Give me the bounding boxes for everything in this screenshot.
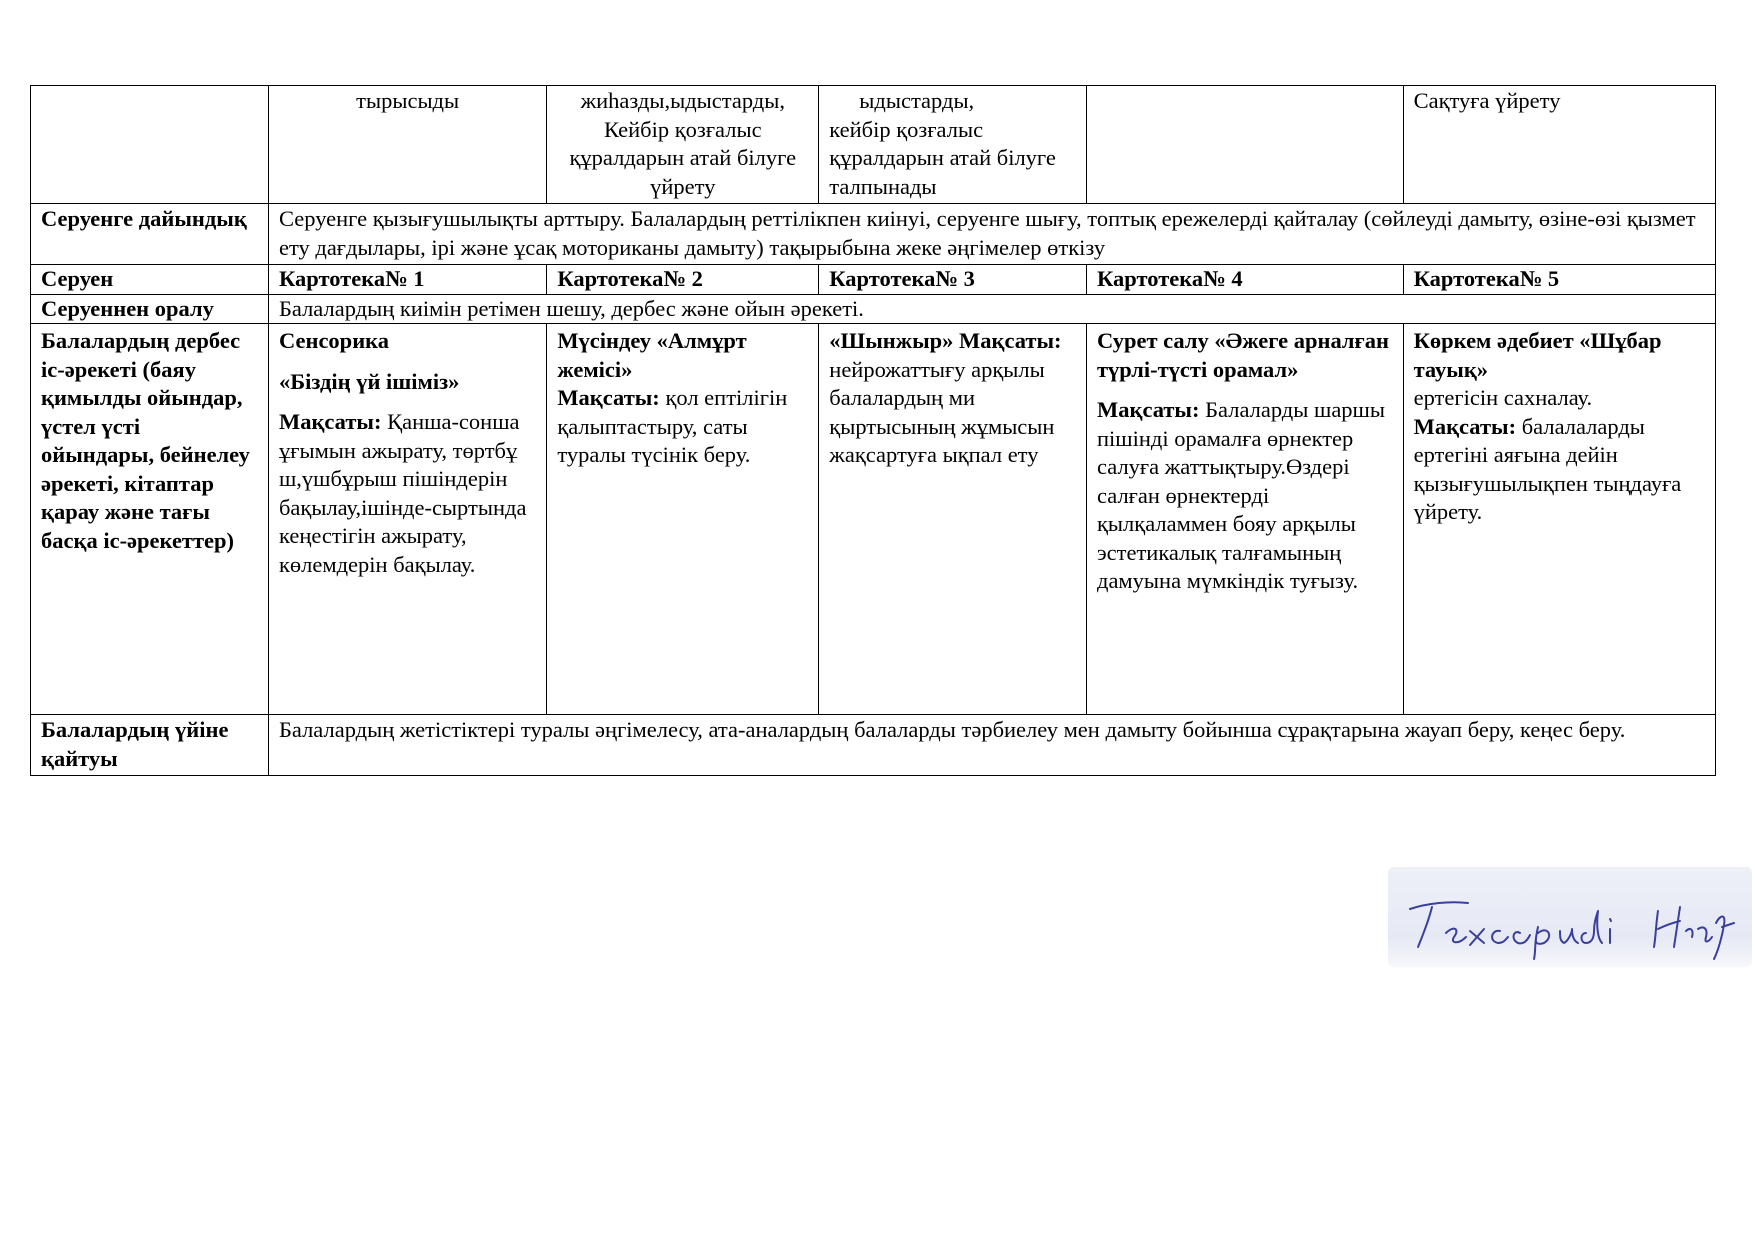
daily-plan-table xyxy=(30,85,1716,776)
going-home-text: Балалардың жетістіктері туралы әңгімелесу, ата-аналардың балаларды тәрбиелеу мен дамыту бойынша сұрақтарына жауап беру, кеңес беру. xyxy=(268,715,1715,776)
table-row xyxy=(31,86,1716,204)
row-label-return: Серуеннен оралу xyxy=(31,294,269,324)
return-text: Балалардың киімін ретімен шешу, дербес және ойын әрекеті. xyxy=(268,294,1715,324)
signature-icon xyxy=(1388,867,1752,967)
table-cell xyxy=(1087,86,1404,204)
table-row xyxy=(31,324,1716,715)
walk-prep-text: Серуенге қызығушылықты арттыру. Балалардың реттілікпен киінуі, серуенге шығу, топтық ережелерді қайталау (сөйлеуді дамыту, өзіне-өзі қызмет ету дағдылары, ірі және ұсақ моториканы дамыту) тақырыбына жеке әңгімелер өткізу xyxy=(268,204,1715,265)
table-cell xyxy=(31,86,269,204)
activity-chain: «Шынжыр» Мақсаты: нейрожаттығу арқылы балалардың ми қыртысының жұмысын жақсартуға ықпал ету xyxy=(819,324,1087,715)
activity-sensory: Сенсорика «Біздің үй ішіміз» Мақсаты: Қанша-сонша ұғымын ажырату, төртбұ ш,үшбұрыш пішіндерін бақылау,ішінде-сыртында кеңестігін ажырату, көлемдерін бақылау. xyxy=(268,324,546,715)
handwritten-signature xyxy=(1388,867,1752,967)
row-label-going-home: Балалардың үйіне қайтуы xyxy=(31,715,269,776)
card-file-5: Картотека№ 5 xyxy=(1403,265,1715,295)
table-row xyxy=(31,204,1716,265)
table-row xyxy=(31,265,1716,295)
activity-literature: Көркем әдебиет «Шұбар тауық» ертегісін сахналау. Мақсаты: балалаларды ертегіні аяғына дейін қызығушылықпен тыңдауға үйрету. xyxy=(1403,324,1715,715)
table-cell: тырысыды xyxy=(268,86,546,204)
card-file-3: Картотека№ 3 xyxy=(819,265,1087,295)
card-file-4: Картотека№ 4 xyxy=(1087,265,1404,295)
activity-modeling: Мүсіндеу «Алмұрт жемісі» Мақсаты: қол ептілігін қалыптастыру, саты туралы түсінік беру. xyxy=(547,324,819,715)
card-file-1: Картотека№ 1 xyxy=(268,265,546,295)
activity-drawing: Сурет салу «Әжеге арналған түрлі-түсті орамал» Мақсаты: Балаларды шаршы пішінді орамалға өрнектер салуға жаттықтыру.Өздері салған өрнектерді қылқаламмен бояу арқылы эстетикалық талғамының дамуына мүмкіндік туғызу. xyxy=(1087,324,1404,715)
plan-table-container xyxy=(30,85,1716,776)
table-row xyxy=(31,715,1716,776)
card-file-2: Картотека№ 2 xyxy=(547,265,819,295)
row-label-walk-prep: Серуенге дайындық xyxy=(31,204,269,265)
row-label-walk: Серуен xyxy=(31,265,269,295)
table-cell: жиһазды,ыдыстарды, Кейбір қозғалыс құралдарын атай білуге үйрету xyxy=(547,86,819,204)
table-cell: ыдыстарды, кейбір қозғалыс құралдарын атай білуге талпынады xyxy=(819,86,1087,204)
row-label-activity: Балалардың дербес іс-әрекеті (баяу қимылды ойындар, үстел үсті ойындары, бейнелеу әрекеті, кітаптар қарау және тағы басқа іс-әрекеттер) xyxy=(31,324,269,715)
table-cell: Сақтуға үйрету xyxy=(1403,86,1715,204)
table-row xyxy=(31,294,1716,324)
